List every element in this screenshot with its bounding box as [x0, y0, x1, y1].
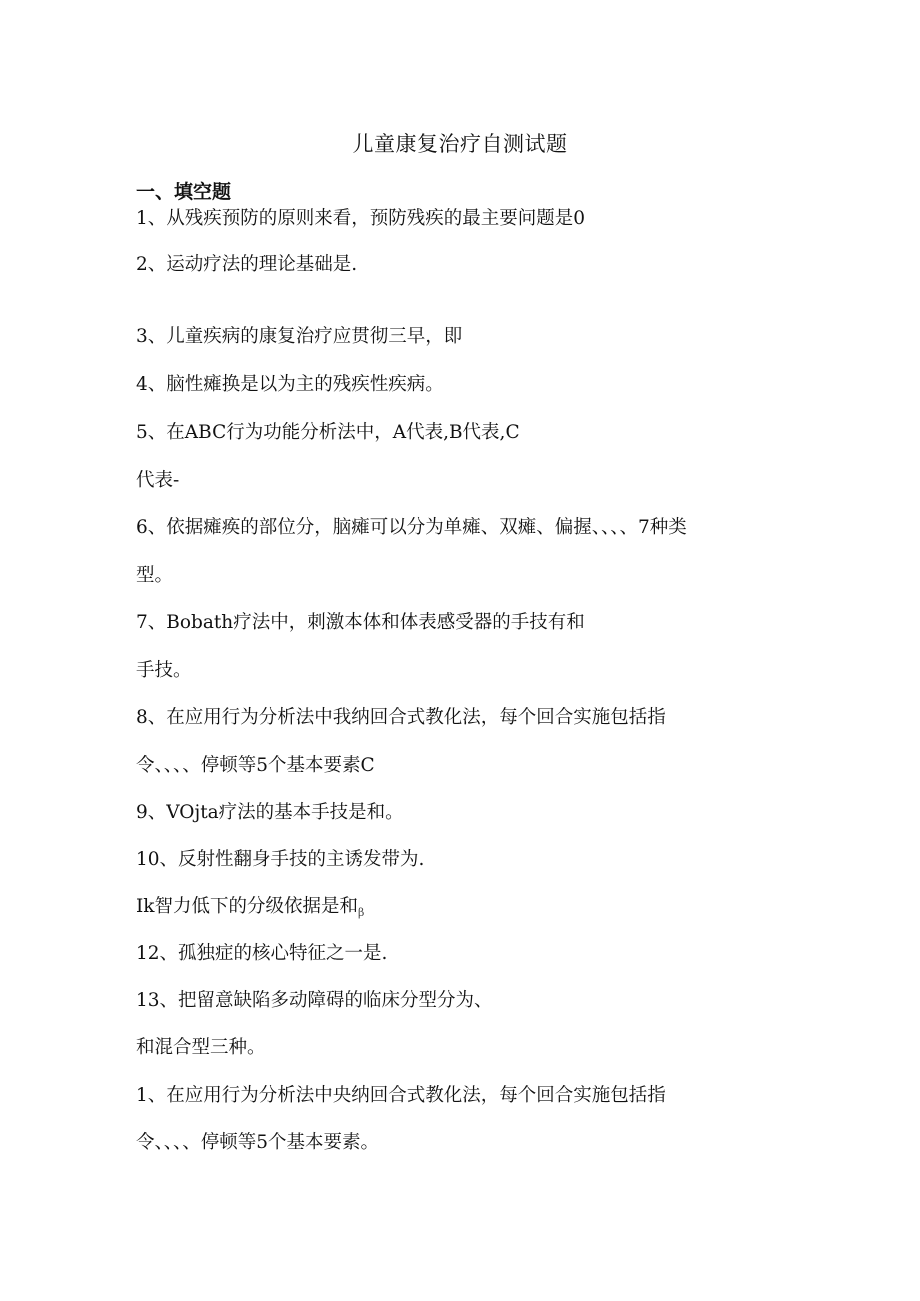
document-title: 儿童康复治疗自测试题 — [352, 132, 568, 156]
question-line: 1、在应用行为分析法中央纳回合式教化法，每个回合实施包括指 — [136, 1085, 666, 1106]
question-line: 10、反射性翻身手技的主诱发带为. — [136, 849, 425, 870]
question-line: 4、脑性瘫换是以为主的残疾性疾病。 — [136, 374, 444, 395]
question-line: 型。 — [136, 565, 174, 586]
question-line: 6、依据瘫痪的部位分，脑瘫可以分为单瘫、双瘫、偏握、、、、7种类 — [136, 517, 687, 538]
question-line: 2、运动疗法的理论基础是. — [136, 254, 358, 275]
question-line: 令、、、、停顿等5个基本要素。 — [136, 1132, 380, 1153]
subscript-mark: β — [358, 906, 365, 919]
question-line: 手技。 — [136, 660, 192, 681]
question-line: 代表- — [136, 470, 180, 491]
question-line — [136, 895, 364, 925]
question-line: 9、VOjta疗法的基本手技是和。 — [136, 802, 404, 823]
question-line: 7、Bobath疗法中，刺激本体和体表感受器的手技有和 — [136, 612, 585, 633]
question-line: 13、把留意缺陷多动障碍的临床分型分为、 — [136, 990, 493, 1011]
question-line: 和混合型三种。 — [136, 1037, 266, 1058]
question-line: 12、孤独症的核心特征之一是. — [136, 943, 388, 964]
question-text: Ik智力低下的分级依据是和 — [136, 896, 359, 917]
question-line: 1、从残疾预防的原则来看，预防残疾的最主要问题是0 — [136, 208, 586, 229]
section-heading: 一、填空题 — [136, 181, 232, 203]
question-line: 8、在应用行为分析法中我纳回合式教化法，每个回合实施包括指 — [136, 707, 666, 728]
question-line: 令、、、、停顿等5个基本要素C — [136, 755, 375, 776]
question-line: 3、儿童疾病的康复治疗应贯彻三早，即 — [136, 326, 463, 347]
question-line: 5、在ABC行为功能分析法中，A代表,B代表,C — [136, 422, 520, 443]
